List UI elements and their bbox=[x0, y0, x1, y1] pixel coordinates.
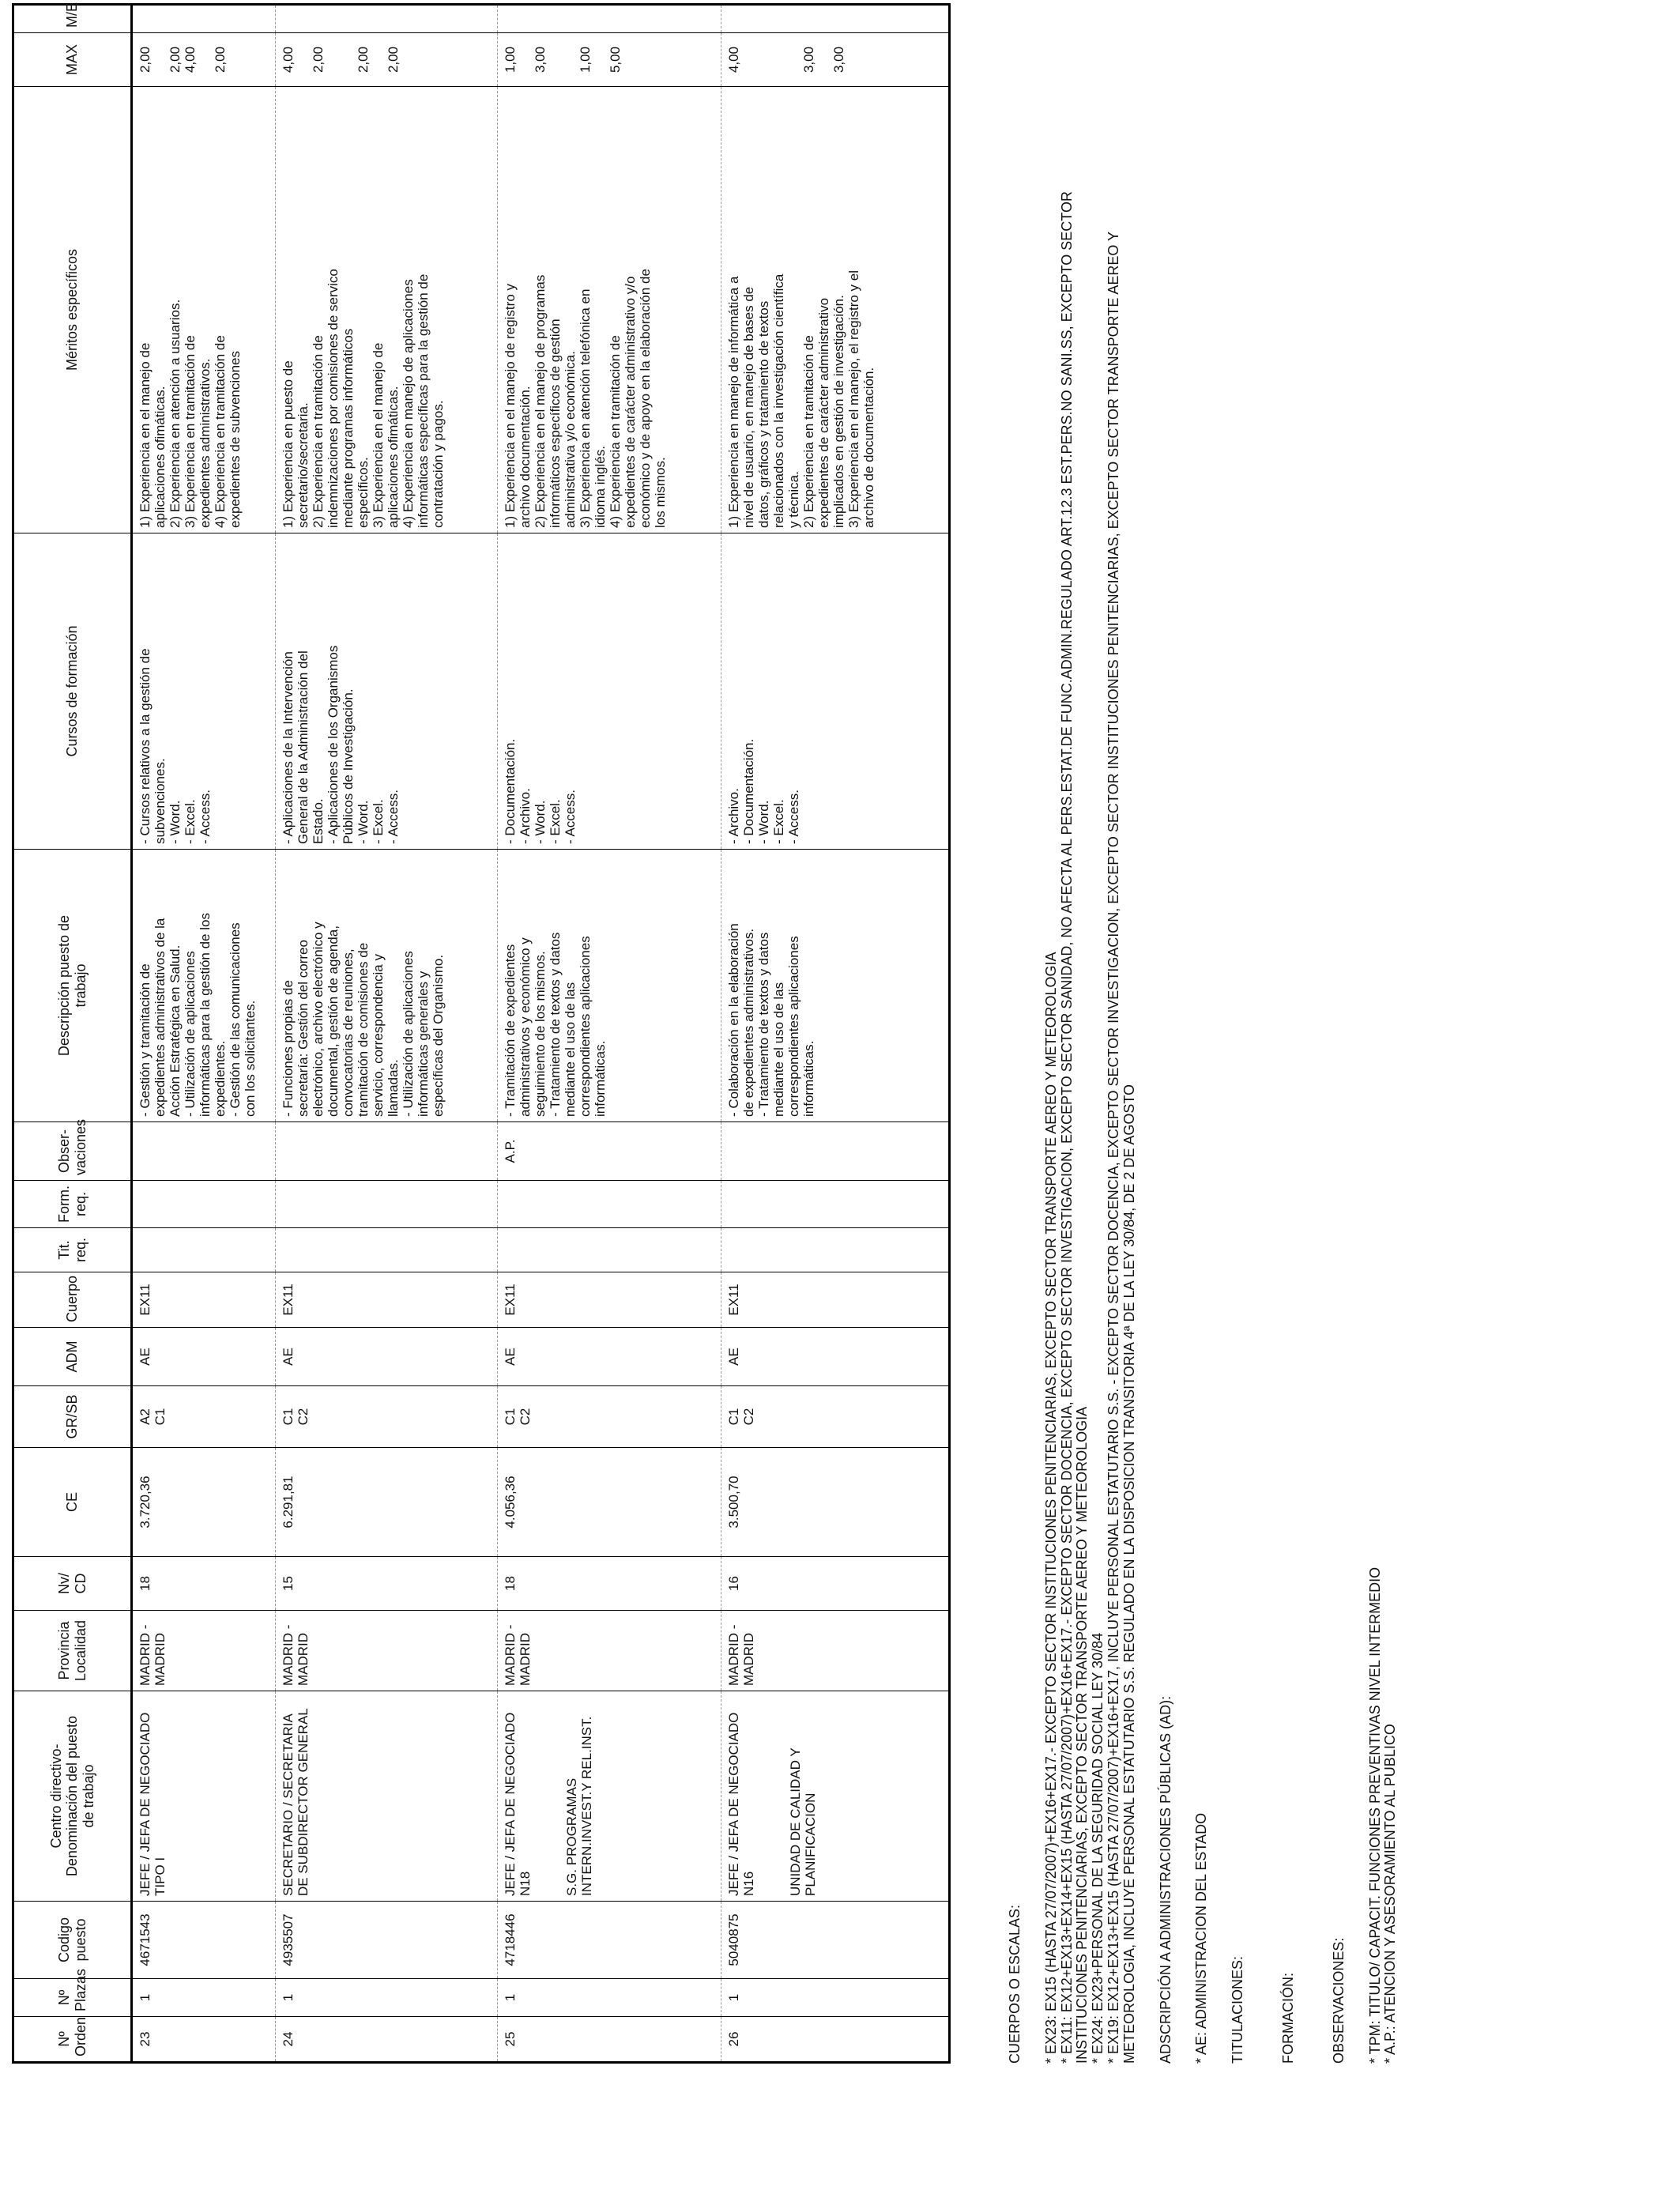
cell-ce: 6.291,81 bbox=[276, 1448, 498, 1557]
cell-codigo: 4935507 bbox=[276, 1902, 498, 1979]
cuerpos-line: * EX23: EX15 (HASTA 27/07/2007)+EX16+EX17.- EXCEPTO SECTOR INSTITUCIONES PENITENCIARIAS, EXCEPTO SECTOR TRANSPORTE AEREO Y METEOROLOGIA bbox=[1042, 952, 1059, 2064]
header-provincia: Provincia Localidad bbox=[13, 1611, 132, 1691]
cell-orden: 25 bbox=[498, 2017, 721, 2063]
cell-plazas: 1 bbox=[132, 1979, 276, 2017]
centro-unit: S.G. PROGRAMAS INTERN.INVEST.Y REL.INST. bbox=[564, 1716, 595, 1896]
cell-nivel: 18 bbox=[132, 1557, 276, 1611]
cell-codigo: 4671543 bbox=[132, 1902, 276, 1979]
cell-adm: AE bbox=[276, 1328, 498, 1386]
cell-ce: 3.500,70 bbox=[721, 1448, 950, 1557]
cell-gr: C1 C2 bbox=[276, 1386, 498, 1448]
cell-cursos: - Archivo. - Documentación. - Word. - Excel. - Access. bbox=[721, 533, 950, 850]
cell-max: 4,00 2,00 2,00 2,00 bbox=[276, 33, 498, 87]
cell-gr: C1 C2 bbox=[721, 1386, 950, 1448]
header-form: Form. req. bbox=[13, 1181, 132, 1228]
cell-plazas: 1 bbox=[276, 1979, 498, 2017]
header-ce: CE bbox=[13, 1448, 132, 1557]
cell-obs: A.P. bbox=[498, 1122, 721, 1181]
cell-codigo: 5040875 bbox=[721, 1902, 950, 1979]
observaciones-title: OBSERVACIONES: bbox=[1330, 1937, 1347, 2064]
positions-table bbox=[12, 3, 951, 2064]
cell-me bbox=[721, 5, 950, 33]
cell-tit bbox=[276, 1228, 498, 1272]
cell-centro bbox=[132, 1691, 276, 1902]
cell-adm: AE bbox=[498, 1328, 721, 1386]
centro-title: JEFE / JEFA DE NEGOCIADO TIPO I bbox=[137, 1712, 168, 1896]
cell-form bbox=[276, 1181, 498, 1228]
centro-unit: UNIDAD DE CALIDAD Y PLANIFICACION bbox=[788, 1747, 819, 1896]
observaciones-line: * TPM: TITULO/ CAPACIT. FUNCIONES PREVENTIVAS NIVEL INTERMEDIO bbox=[1366, 1566, 1383, 2064]
cell-gr: A2 C1 bbox=[132, 1386, 276, 1448]
centro-title: JEFE / JEFA DE NEGOCIADO N16 bbox=[726, 1712, 757, 1896]
cell-me bbox=[276, 5, 498, 33]
cell-provincia: MADRID - MADRID bbox=[498, 1611, 721, 1691]
cell-ce: 3.720,36 bbox=[132, 1448, 276, 1557]
cell-cursos: - Aplicaciones de la Intervención General de la Administración del Estado. - Aplicaciones de los Organismos Públicos de Investigación. - Word. - Excel. - Access. bbox=[276, 533, 498, 850]
table-row bbox=[132, 5, 276, 2063]
cell-meritos: 1) Experiencia en el manejo de registro y archivo documentación. 2) Experiencia en el manejo de programas informáticos específicos de gestión administrativa y/o económica. 3) Experiencia en atención telefónica en idioma inglés. 4) Experiencia en tramitación de expedientes de carácter administrativo y/o económico y de apoyo en la elaboración de los mismos. bbox=[498, 87, 721, 533]
header-gr: GR/SB bbox=[13, 1386, 132, 1448]
cell-provincia: MADRID - MADRID bbox=[132, 1611, 276, 1691]
cell-plazas: 1 bbox=[498, 1979, 721, 2017]
cell-centro bbox=[721, 1691, 950, 1902]
titulaciones-title: TITULACIONES: bbox=[1230, 1955, 1246, 2064]
cell-orden: 26 bbox=[721, 2017, 950, 2063]
cell-obs bbox=[132, 1122, 276, 1181]
cell-gr: C1 C2 bbox=[498, 1386, 721, 1448]
cell-me bbox=[498, 5, 721, 33]
header-cuerpo: Cuerpo bbox=[13, 1272, 132, 1328]
header-nivel: Nv/ CD bbox=[13, 1557, 132, 1611]
cell-nivel: 15 bbox=[276, 1557, 498, 1611]
cell-provincia: MADRID - MADRID bbox=[721, 1611, 950, 1691]
cell-max: 4,00 3,00 3,00 bbox=[721, 33, 950, 87]
cell-orden: 24 bbox=[276, 2017, 498, 2063]
cell-obs bbox=[276, 1122, 498, 1181]
adscripcion-title: ADSCRIPCIÓN A ADMINISTRACIONES PÚBLICAS (AD): bbox=[1157, 1695, 1173, 2064]
header-codigo: Codigo puesto bbox=[13, 1902, 132, 1979]
header-meritos: Méritos específicos bbox=[13, 87, 132, 533]
cell-descripcion: - Tramitación de expedientes administrativos y económico y seguimiento de los mismos. - Tratamiento de textos y datos mediante el uso de las correspondientes aplicaciones informáticas. bbox=[498, 850, 721, 1122]
table-row bbox=[721, 5, 950, 2063]
cell-meritos: 1) Experiencia en manejo de informática a nivel de usuario, en manejo de bases de datos, gráficos y tratamiento de textos relacionados con la investigación científica y técnica. 2) Experiencia en tramitación de expedientes de carácter administrativo implicados en gestión de investigación. 3) Experiencia en el manejo, el registro y el archivo de documentación. bbox=[721, 87, 950, 533]
cell-tit bbox=[132, 1228, 276, 1272]
table-row bbox=[498, 5, 721, 2063]
cell-provincia: MADRID - MADRID bbox=[276, 1611, 498, 1691]
adscripcion-line: * AE: ADMINISTRACION DEL ESTADO bbox=[1193, 1812, 1210, 2064]
cell-descripcion: - Colaboración en la elaboración de expedientes administrativos. - Tratamiento de textos y datos mediante el uso de las correspondientes aplicaciones informáticas. bbox=[721, 850, 950, 1122]
cell-form bbox=[132, 1181, 276, 1228]
cell-centro bbox=[276, 1691, 498, 1902]
cell-descripcion: - Gestión y tramitación de expedientes administrativos de la Acción Estratégica en Salud. - Utilización de aplicaciones informáticas para la gestión de los expedientes. - Gestión de las comunicaciones con los solicitantes. bbox=[132, 850, 276, 1122]
observaciones-line: * A.P.: ATENCION Y ASESORAMIENTO AL PUBLICO bbox=[1382, 1724, 1399, 2064]
cell-max: 1,00 3,00 1,00 5,00 bbox=[498, 33, 721, 87]
centro-title: SECRETARIO / SECRETARIA DE SUBDIRECTOR GENERAL bbox=[281, 1708, 311, 1896]
header-orden: Nº Orden bbox=[13, 2017, 132, 2063]
table-row bbox=[276, 5, 498, 2063]
cell-cursos: - Cursos relativos a la gestión de subvenciones. - Word. - Excel. - Access. bbox=[132, 533, 276, 850]
cell-adm: AE bbox=[721, 1328, 950, 1386]
header-descripcion: Descripción puesto de trabajo bbox=[13, 850, 132, 1122]
cell-max: 2,00 2,00 4,00 2,00 bbox=[132, 33, 276, 87]
header-adm: ADM bbox=[13, 1328, 132, 1386]
cell-adm: AE bbox=[132, 1328, 276, 1386]
cell-orden: 23 bbox=[132, 2017, 276, 2063]
cell-form bbox=[721, 1181, 950, 1228]
cell-nivel: 16 bbox=[721, 1557, 950, 1611]
cell-cuerpo: EX11 bbox=[276, 1272, 498, 1328]
cell-form bbox=[498, 1181, 721, 1228]
cell-obs bbox=[721, 1122, 950, 1181]
header-cursos: Cursos de formación bbox=[13, 533, 132, 850]
header-me: M/E bbox=[13, 5, 132, 33]
cuerpos-line: METEOROLOGIA, INCLUYE PERSONAL ESTATUTARIO S.S. REGULADO EN LA DISPOSICION TRANSITORIA 4ª DE LA LEY 30/84, DE 2 DE AGOSTO bbox=[1121, 1084, 1137, 2064]
notes-section bbox=[1008, 17, 1399, 2064]
cell-plazas: 1 bbox=[721, 1979, 950, 2017]
cell-tit bbox=[721, 1228, 950, 1272]
cell-cuerpo: EX11 bbox=[721, 1272, 950, 1328]
centro-title: JEFE / JEFA DE NEGOCIADO N18 bbox=[503, 1712, 533, 1896]
header-row bbox=[13, 5, 132, 2063]
header-max: MAX bbox=[13, 33, 132, 87]
cuerpos-line: * EX19: EX12+EX13+EX15 (HASTA 27/07/2007)+EX16+EX17, INCLUYE PERSONAL ESTATUTARIO S.S. - EXCEPTO SECTOR DOCENCIA, EXCEPTO SECTOR INVESTIGACION, EXCEPTO SECTOR INSTITUCIONES PENITENCIARIAS, EXCEPTO SECTOR TRANSPORTE AEREO Y bbox=[1105, 231, 1121, 2064]
cell-tit bbox=[498, 1228, 721, 1272]
cell-cuerpo: EX11 bbox=[132, 1272, 276, 1328]
header-plazas: Nº Plazas bbox=[13, 1979, 132, 2017]
cuerpos-line: * EX24: EX23+PERSONAL DE LA SEGURIDAD SOCIAL LEY 30/84 bbox=[1090, 1632, 1106, 2064]
formacion-title: FORMACIÓN: bbox=[1279, 1973, 1296, 2064]
cell-meritos: 1) Experiencia en el manejo de aplicaciones ofimáticas. 2) Experiencia en atención a usuarios. 3) Experiencia en tramitación de expedientes administrativos. 4) Experiencia en tramitación de expedientes de subvenciones bbox=[132, 87, 276, 533]
cuerpos-line: * EX11: EX12+EX13+EX14+EX15 (HASTA 27/07/2007)+EX16+EX17.- EXCEPTO SECTOR DOCENCIA, EXCEPTO SECTOR INVESTIGACION, EXCEPTO SECTOR SANIDAD, NO AFECTA AL PERS.ESTAT.DE FUNC.ADMIN.REGULADO ART.12.3 EST.PERS.NO SANI.SS, EXCEPTO SECTOR bbox=[1058, 191, 1075, 2064]
cell-me bbox=[132, 5, 276, 33]
header-obs: Obser- vaciones bbox=[13, 1122, 132, 1181]
cell-descripcion: - Funciones propias de secretaría: Gestión del correo electrónico, archivo electrónico y documental, gestión de agenda, convocatorias de reuniones, tramitación de comisiones de servicio, correspondencia y llamadas. - Utilización de aplicaciones informáticas generales y específicas del Organismo. bbox=[276, 850, 498, 1122]
cell-nivel: 18 bbox=[498, 1557, 721, 1611]
cell-cuerpo: EX11 bbox=[498, 1272, 721, 1328]
cell-ce: 4.056,36 bbox=[498, 1448, 721, 1557]
cell-centro bbox=[498, 1691, 721, 1902]
header-centro: Centro directivo- Denominación del puesto de trabajo bbox=[13, 1691, 132, 1902]
cell-codigo: 4718446 bbox=[498, 1902, 721, 1979]
header-tit: Tit. req. bbox=[13, 1228, 132, 1272]
cell-meritos: 1) Experiencia en puesto de secretario/secretaria. 2) Experiencia en tramitación de indemnizaciones por comisiones de servico mediante programas informáticos específicos. 3) Experiencia en el manejo de aplicaciones ofimáticas. 4) Experiencia en manejo de aplicaciones informáticas específicas para la gestión de contratación y pagos. bbox=[276, 87, 498, 533]
cuerpos-line: INSTITUCIONES PENITENCIARIAS, EXCEPTO SECTOR TRANSPORTE AEREO Y METEOROLOGIA bbox=[1074, 1406, 1090, 2064]
cuerpos-title: CUERPOS O ESCALAS: bbox=[1007, 1904, 1023, 2064]
cell-cursos: - Documentación. - Archivo. - Word. - Excel. - Access. bbox=[498, 533, 721, 850]
